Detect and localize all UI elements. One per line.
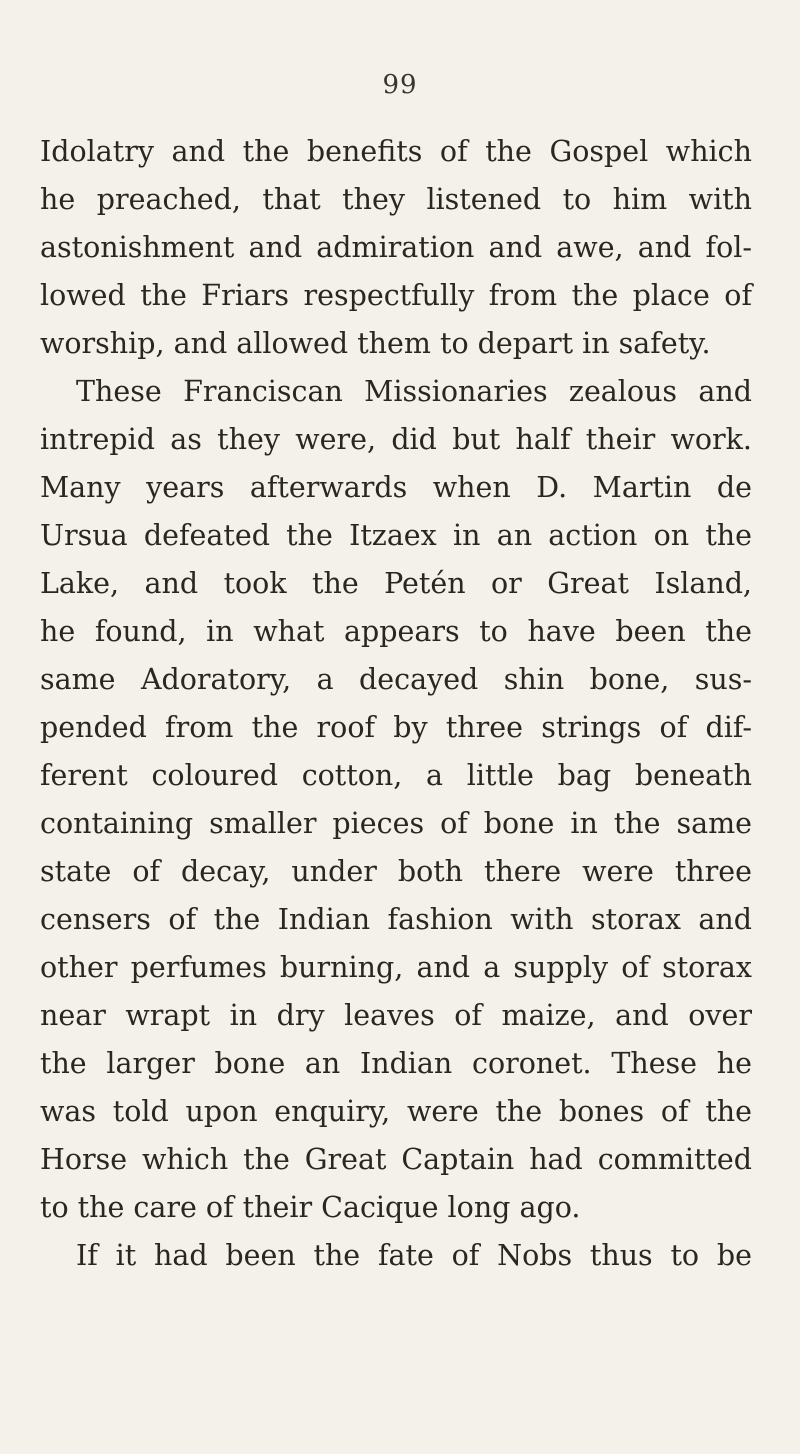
text-line: near wrapt in dry leaves of maize, and over <box>40 999 752 1032</box>
text-line: lowed the Friars respectfully from the place of <box>40 279 752 312</box>
text-line: Many years afterwards when D. Martin de <box>40 471 752 504</box>
text-line: astonishment and admiration and awe, and fol- <box>40 231 752 264</box>
text-line: worship, and allowed them to depart in safety. <box>40 327 711 360</box>
text-line: was told upon enquiry, were the bones of the <box>40 1095 752 1128</box>
text-line: intrepid as they were, did but half their work. <box>40 423 752 456</box>
text-line: These Franciscan Missionaries zealous and <box>76 375 752 408</box>
text-line: he preached, that they listened to him with <box>40 183 752 216</box>
text-line: state of decay, under both there were three <box>40 855 752 888</box>
text-line: censers of the Indian fashion with storax and <box>40 903 752 936</box>
text-line: to the care of their Cacique long ago. <box>40 1191 581 1224</box>
text-line: Ursua defeated the Itzaex in an action on the <box>40 519 752 552</box>
text-line: containing smaller pieces of bone in the same <box>40 807 752 840</box>
text-line: Horse which the Great Captain had committed <box>40 1143 752 1176</box>
page-number: 99 <box>382 70 418 100</box>
text-line: If it had been the fate of Nobs thus to be <box>76 1239 752 1272</box>
text-line: Idolatry and the benefits of the Gospel which <box>40 135 752 168</box>
text-line: the larger bone an Indian coronet. These he <box>40 1047 752 1080</box>
text-line: Lake, and took the Petén or Great Island, <box>40 567 752 600</box>
text-line: ferent coloured cotton, a little bag beneath <box>40 759 752 792</box>
body-text <box>40 128 752 1280</box>
text-line: he found, in what appears to have been the <box>40 615 752 648</box>
text-line: same Adoratory, a decayed shin bone, sus- <box>40 663 752 696</box>
text-line: pended from the roof by three strings of dif- <box>40 711 752 744</box>
text-line: other perfumes burning, and a supply of storax <box>40 951 752 984</box>
